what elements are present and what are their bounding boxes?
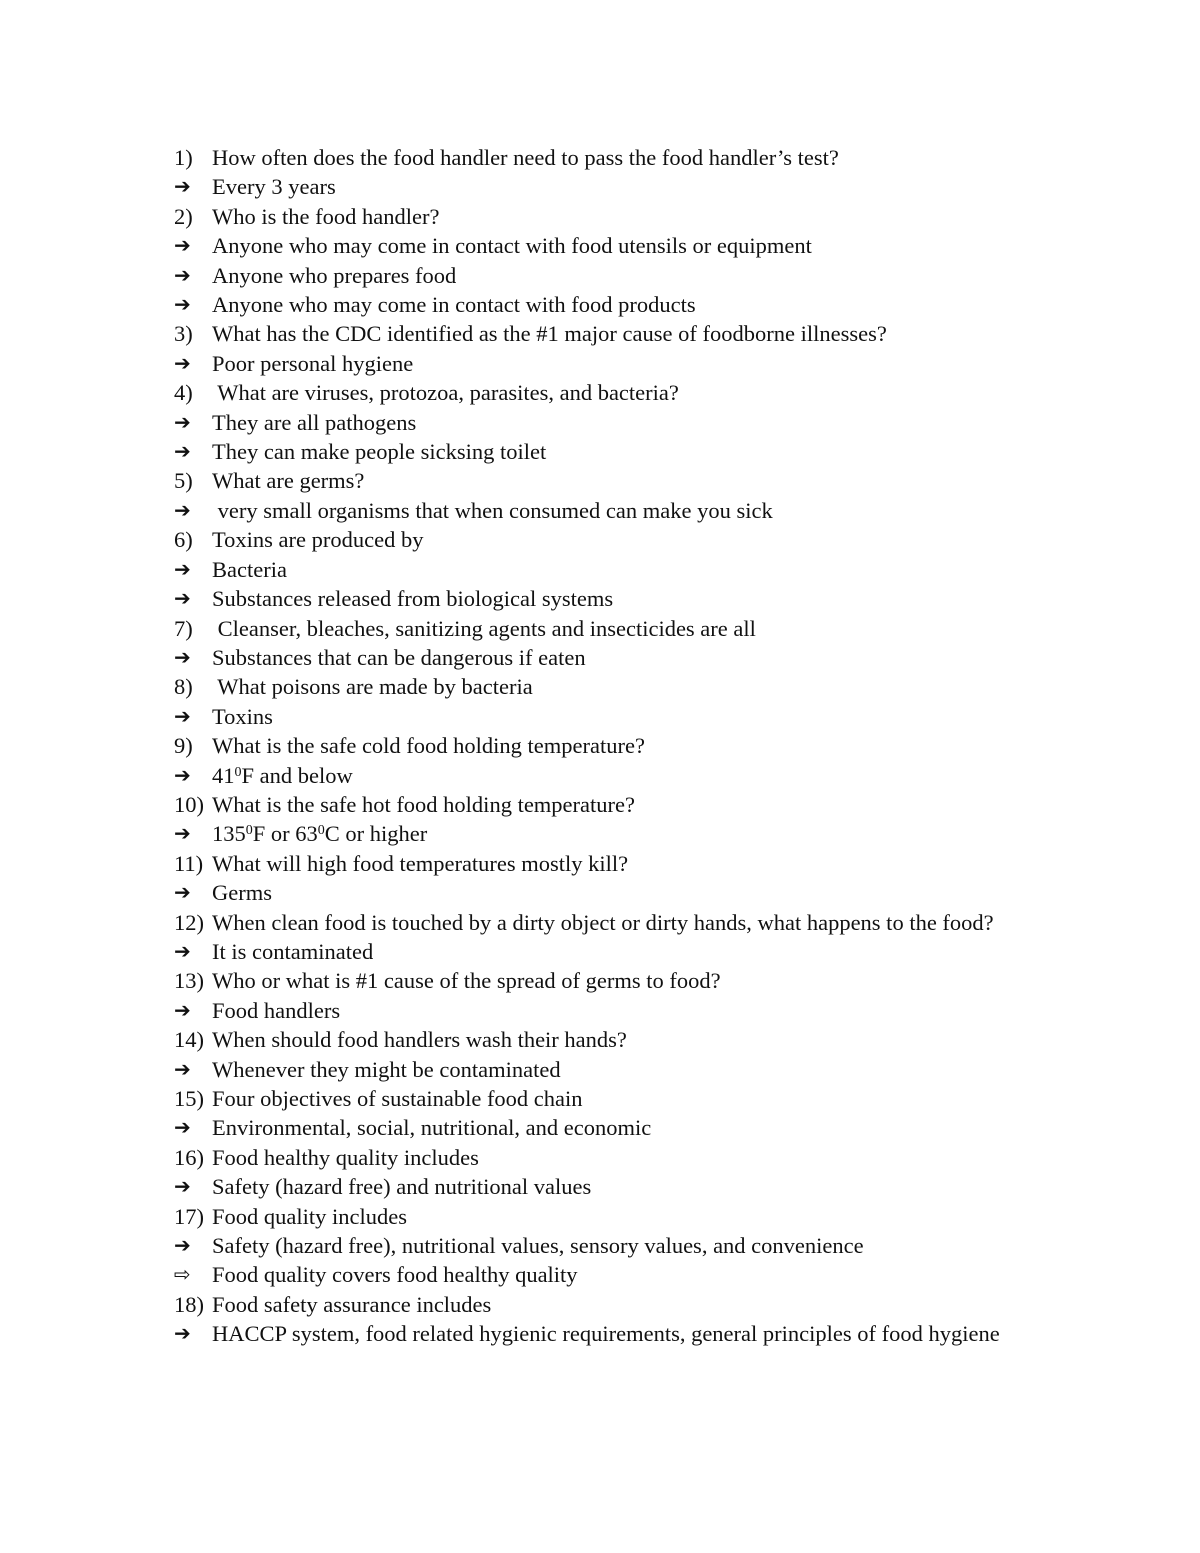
answer-5 <box>174 496 1060 525</box>
answer-6a <box>174 555 1060 584</box>
answer-17b <box>174 1260 1060 1289</box>
answer-text: Every 3 years <box>212 174 336 200</box>
question-text: Who or what is #1 cause of the spread of germs to food? <box>212 968 721 994</box>
answer-text: Anyone who prepares food <box>212 262 457 288</box>
question-number: 5) <box>174 468 193 494</box>
arrow-icon: ➔ <box>174 644 191 669</box>
outline-arrow-icon: ⇨ <box>174 1262 191 1287</box>
arrow-icon: ➔ <box>174 262 191 287</box>
answer-unit: F and below <box>241 762 353 788</box>
question-text: When clean food is touched by a dirty object or dirty hands, what happens to the food? <box>212 909 994 935</box>
answer-12 <box>174 937 1060 966</box>
answer-2a <box>174 231 1060 260</box>
answer-text: Safety (hazard free) and nutritional values <box>212 1174 592 1200</box>
question-number: 4) <box>174 380 193 406</box>
arrow-icon: ➔ <box>174 497 191 522</box>
arrow-icon: ➔ <box>174 1056 191 1081</box>
question-text: What is the safe hot food holding temperature? <box>212 791 635 817</box>
question-text: What poisons are made by bacteria <box>212 674 533 700</box>
answer-4b <box>174 437 1060 466</box>
question-text: Who is the food handler? <box>212 203 440 229</box>
question-18 <box>174 1290 1060 1319</box>
arrow-icon: ➔ <box>174 938 191 963</box>
answer-text: Poor personal hygiene <box>212 350 414 376</box>
answer-text: Whenever they might be contaminated <box>212 1056 561 1082</box>
arrow-icon: ➔ <box>174 292 191 317</box>
question-number: 3) <box>174 321 193 347</box>
degree-superscript: 0 <box>234 764 242 780</box>
question-number: 13) <box>174 968 204 994</box>
question-5 <box>174 466 1060 495</box>
arrow-icon: ➔ <box>174 1321 191 1346</box>
answer-3 <box>174 349 1060 378</box>
question-14 <box>174 1025 1060 1054</box>
arrow-icon: ➔ <box>174 233 191 258</box>
question-12 <box>174 908 1060 937</box>
question-text: Food safety assurance includes <box>212 1291 492 1317</box>
arrow-icon: ➔ <box>174 762 191 787</box>
arrow-icon: ➔ <box>174 1115 191 1140</box>
question-10 <box>174 790 1060 819</box>
question-11 <box>174 849 1060 878</box>
question-number: 1) <box>174 145 193 170</box>
answer-text: Anyone who may come in contact with food utensils or equipment <box>212 233 812 259</box>
question-3 <box>174 319 1060 348</box>
question-8 <box>174 672 1060 701</box>
answer-unit: F or 63 <box>252 821 318 847</box>
answer-text: They are all pathogens <box>212 409 417 435</box>
answer-text: Toxins <box>212 703 273 729</box>
question-text: Cleanser, bleaches, sanitizing agents and insecticides are all <box>212 615 756 641</box>
question-text: What will high food temperatures mostly kill? <box>212 850 629 876</box>
answer-2b <box>174 261 1060 290</box>
question-13 <box>174 966 1060 995</box>
arrow-icon: ➔ <box>174 703 191 728</box>
question-text: What are viruses, protozoa, parasites, and bacteria? <box>212 380 679 406</box>
question-number: 9) <box>174 733 193 759</box>
answer-text <box>212 761 1060 790</box>
answer-text: Substances that can be dangerous if eaten <box>212 644 586 670</box>
arrow-icon: ➔ <box>174 556 191 581</box>
question-number: 14) <box>174 1027 204 1053</box>
arrow-icon: ➔ <box>174 997 191 1022</box>
answer-text: very small organisms that when consumed can make you sick <box>212 497 773 523</box>
question-number: 8) <box>174 674 193 700</box>
question-text: Food healthy quality includes <box>212 1144 479 1170</box>
question-number: 18) <box>174 1291 204 1317</box>
answer-1 <box>174 172 1060 201</box>
answer-text: It is contaminated <box>212 938 374 964</box>
question-1 <box>174 143 1060 172</box>
arrow-icon: ➔ <box>174 439 191 464</box>
question-number: 17) <box>174 1203 204 1229</box>
answer-value: 135 <box>212 821 246 847</box>
answer-text: Substances released from biological systems <box>212 586 614 612</box>
answer-7 <box>174 643 1060 672</box>
question-number: 12) <box>174 909 204 935</box>
question-text: Toxins are produced by <box>212 527 424 553</box>
answer-4a <box>174 408 1060 437</box>
arrow-icon: ➔ <box>174 1233 191 1258</box>
arrow-icon: ➔ <box>174 586 191 611</box>
answer-13 <box>174 996 1060 1025</box>
answer-18 <box>174 1319 1060 1348</box>
answer-text: Bacteria <box>212 556 287 582</box>
question-text: Four objectives of sustainable food chain <box>212 1086 583 1111</box>
answer-text: Food quality covers food healthy quality <box>212 1262 578 1288</box>
question-number: 16) <box>174 1144 204 1170</box>
question-number: 2) <box>174 203 193 229</box>
answer-text <box>212 819 1060 848</box>
answer-2c <box>174 290 1060 319</box>
answer-text: HACCP system, food related hygienic requirements, general principles of food hygiene <box>212 1321 1000 1347</box>
question-16 <box>174 1143 1060 1172</box>
arrow-icon: ➔ <box>174 1174 191 1199</box>
question-9 <box>174 731 1060 760</box>
question-number: 11) <box>174 850 204 876</box>
arrow-icon: ➔ <box>174 174 191 199</box>
arrow-icon: ➔ <box>174 409 191 434</box>
answer-text: Environmental, social, nutritional, and economic <box>212 1115 652 1141</box>
answer-text: Food handlers <box>212 997 341 1023</box>
arrow-icon: ➔ <box>174 821 191 846</box>
answer-text: Anyone who may come in contact with food products <box>212 292 696 318</box>
answer-15 <box>174 1113 1060 1142</box>
answer-text: Germs <box>212 880 272 906</box>
question-text: How often does the food handler need to pass the food handler’s test? <box>212 145 839 170</box>
answer-6b <box>174 584 1060 613</box>
answer-16 <box>174 1172 1060 1201</box>
question-number: 15) <box>174 1086 204 1111</box>
degree-superscript: 0 <box>245 823 253 839</box>
question-number: 10) <box>174 791 204 817</box>
question-number: 7) <box>174 615 193 641</box>
answer-10 <box>174 819 1060 848</box>
arrow-icon: ➔ <box>174 880 191 905</box>
answer-unit: C or higher <box>324 821 428 847</box>
question-text: When should food handlers wash their hands? <box>212 1027 627 1053</box>
question-list <box>174 143 1060 1349</box>
question-17 <box>174 1202 1060 1231</box>
question-number: 6) <box>174 527 193 553</box>
question-text: Food quality includes <box>212 1203 407 1229</box>
question-4 <box>174 378 1060 407</box>
question-2 <box>174 202 1060 231</box>
question-7 <box>174 614 1060 643</box>
answer-value: 41 <box>212 762 235 788</box>
answer-14 <box>174 1055 1060 1084</box>
answer-8 <box>174 702 1060 731</box>
question-text: What is the safe cold food holding temperature? <box>212 733 645 759</box>
answer-17a <box>174 1231 1060 1260</box>
question-text: What are germs? <box>212 468 365 494</box>
question-text: What has the CDC identified as the #1 major cause of foodborne illnesses? <box>212 321 887 347</box>
answer-9 <box>174 761 1060 790</box>
question-6 <box>174 525 1060 554</box>
answer-text: Safety (hazard free), nutritional values, sensory values, and convenience <box>212 1233 864 1259</box>
answer-text: They can make people sicksing toilet <box>212 439 547 465</box>
question-15 <box>174 1084 1060 1113</box>
arrow-icon: ➔ <box>174 350 191 375</box>
degree-superscript: 0 <box>317 823 325 839</box>
answer-11 <box>174 878 1060 907</box>
